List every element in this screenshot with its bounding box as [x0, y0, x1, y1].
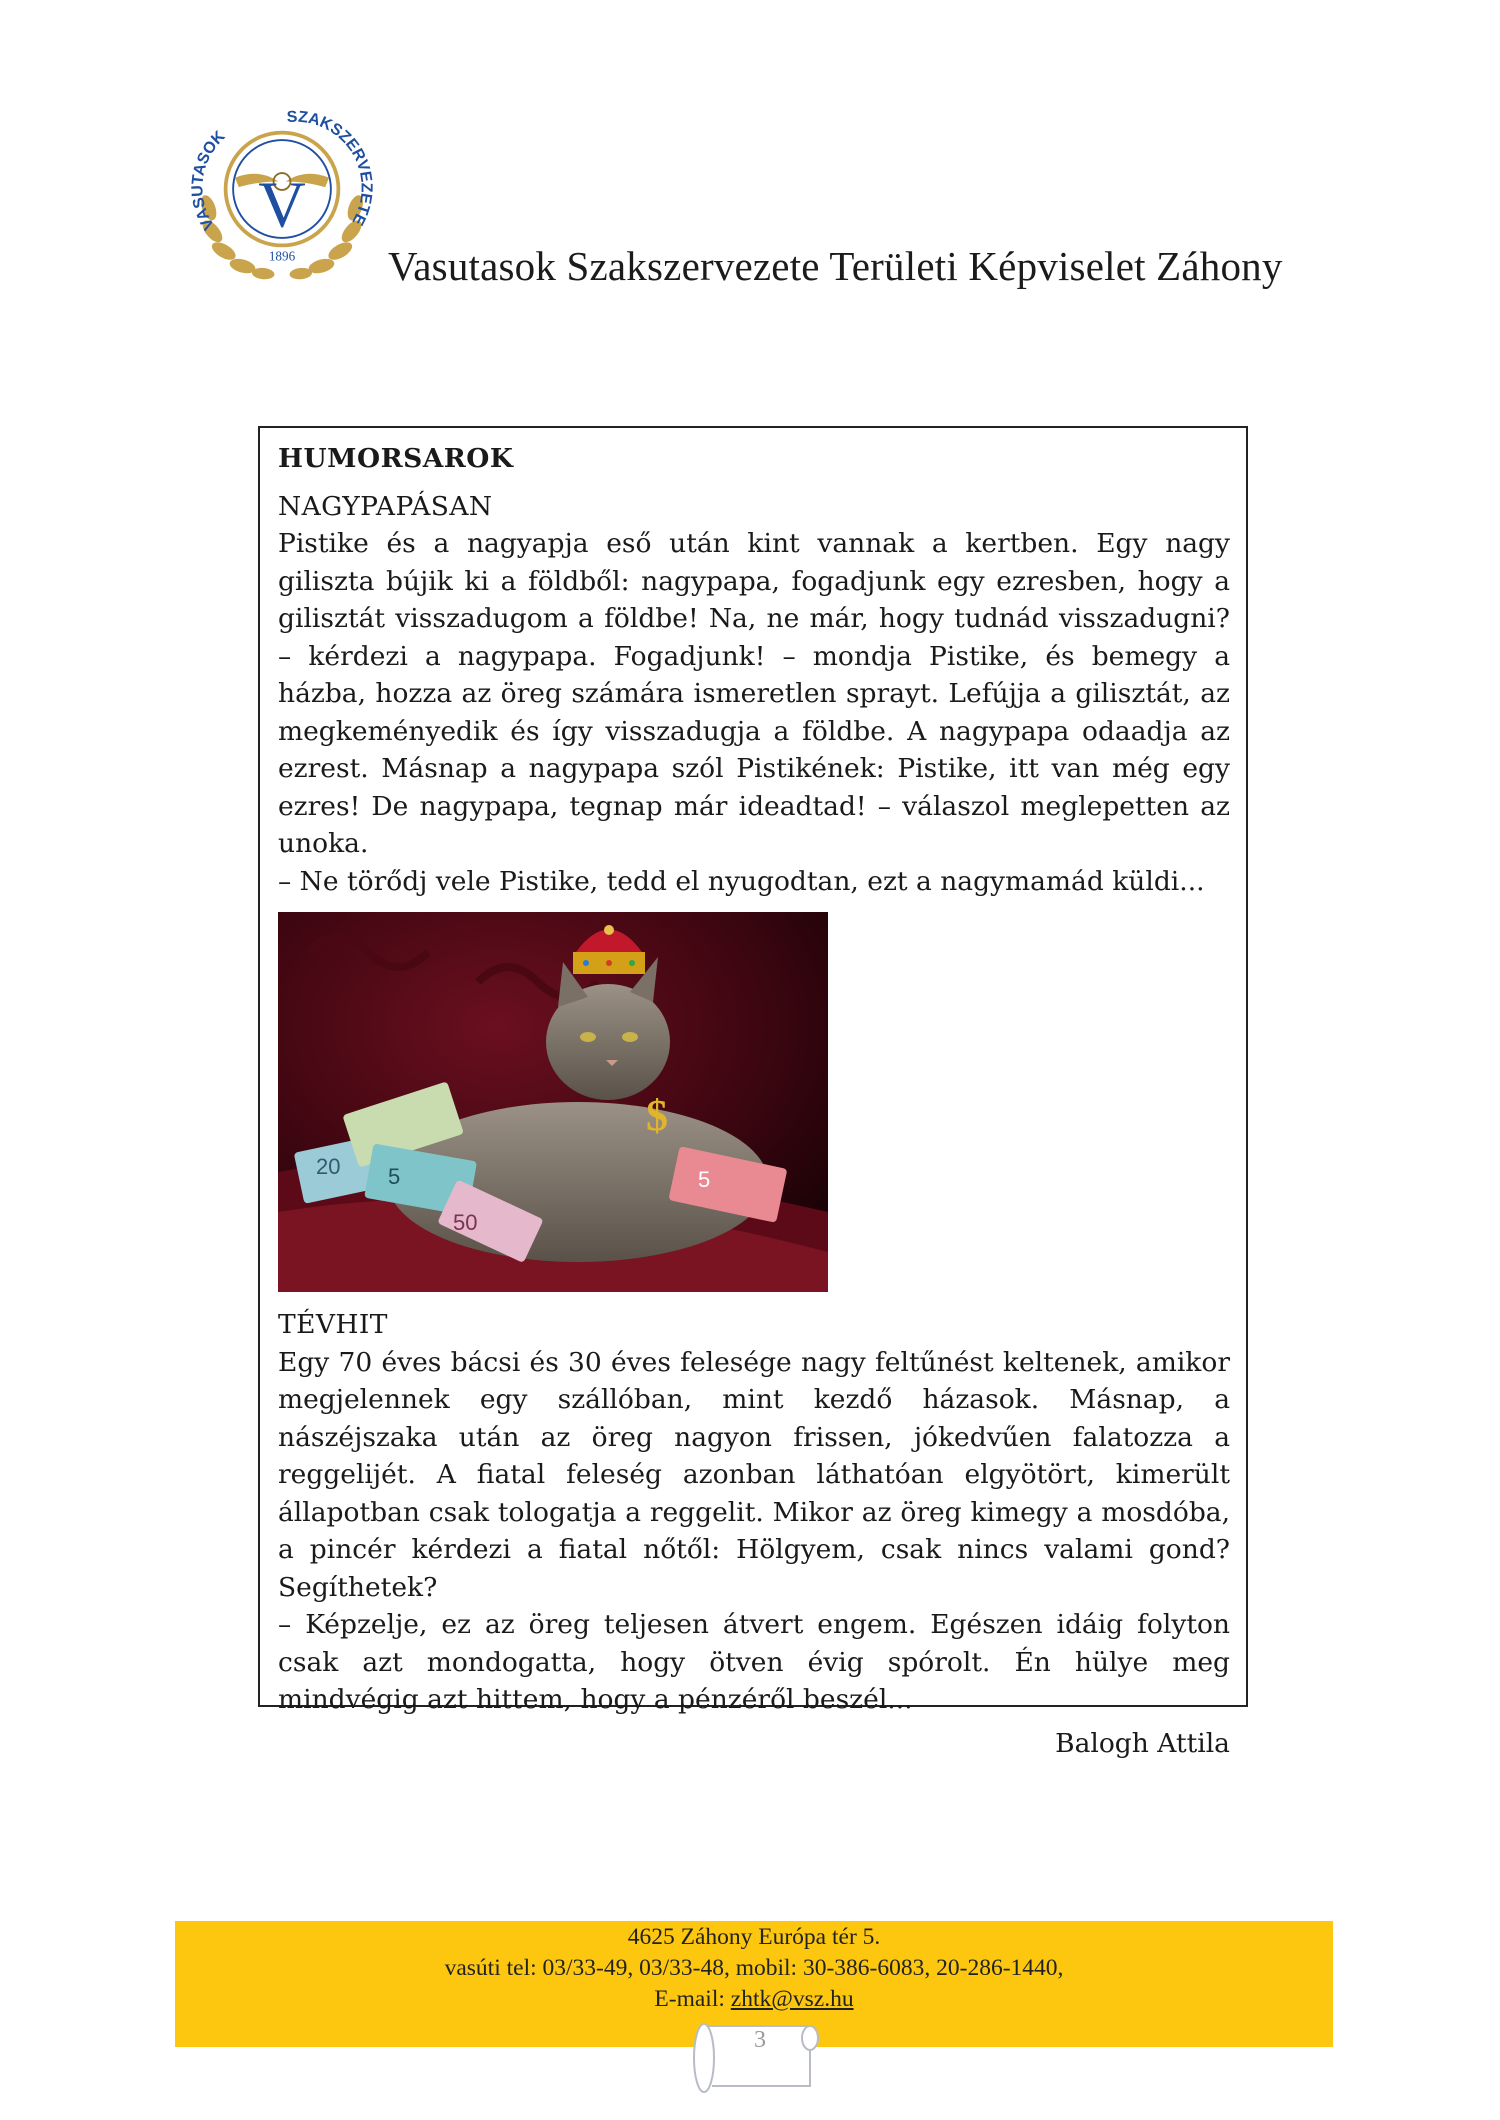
- footer-phones: vasúti tel: 03/33-49, 03/33-48, mobil: 30-386-6083, 20-286-1440,: [444, 1955, 1064, 1981]
- story-body-nagypapasan: Pistike és a nagyapja eső után kint vannak a kertben. Egy nagy giliszta bújik ki a földből: nagypapa, fogadjunk egy ezresben, hogy a gilisztát visszadugom a földbe! Na, ne már, hogy tudnád visszadugni? – kérdezi a nagypapa. Fogadjunk! – mondja Pistike, és bemegy a házba, hozza az öreg számára ismeretlen sprayt. Lefújja a gilisztát, az megkeményedik és így visszadugja a földbe. A nagypapa odaadja az ezrest. Másnap a nagypapa szól Pistikének: Pistike, itt van még egy ezres! De nagypapa, tegnap már ideadtad! – válaszol meglepetten az unoka.: [278, 528, 1230, 859]
- banknote-label: 5: [698, 1167, 711, 1192]
- story-punchline-tevhit: – Képzelje, ez az öreg teljesen átvert engem. Egészen idáig folyton csak azt mondogatta, hogy ötven évig spórolt. Én hülye meg mindvégig azt hittem, hogy a pénzéről beszél...: [278, 1609, 1230, 1715]
- article-content: [278, 440, 1230, 1762]
- footer-contact: [175, 1922, 1333, 2015]
- dollar-pendant: $: [646, 1091, 668, 1140]
- story-body-tevhit: Egy 70 éves bácsi és 30 éves felesége nagy feltűnést keltenek, amikor megjelennek egy szállóban, mint kezdő házasok. Másnap, a nászéjszaka után az öreg nagyon frissen, jókedvűen falatozza a reggelijét. A fiatal feleség azonban láthatóan elgyötört, kimerült állapotban csak tologatja a reggelit. Mikor az öreg kimegy a mosdóba, a pincér kérdezi a fiatal nőtől: Hölgyem, csak nincs valami gond? Segíthetek?: [278, 1346, 1230, 1603]
- footer-address: 4625 Záhony Európa tér 5.: [627, 1924, 881, 1950]
- section-heading: HUMORSAROK: [278, 443, 514, 474]
- logo-text-right: SZAKSZERVEZETE: [286, 108, 375, 228]
- union-logo: [188, 95, 376, 283]
- logo-year: 1896: [268, 248, 296, 264]
- logo-text-left: VASUTASOK: [189, 127, 229, 233]
- banknote-label: 5: [388, 1164, 401, 1189]
- cat-with-crown-photo: [278, 912, 828, 1292]
- story-punchline-nagypapasan: – Ne törődj vele Pistike, tedd el nyugodtan, ezt a nagymamád küldi...: [278, 865, 1205, 897]
- banknote-label: 20: [316, 1154, 341, 1179]
- organization-title: Vasutasok Szakszervezete Területi Képviselet Záhony: [388, 243, 1283, 289]
- footer-email-link[interactable]: zhtk@vsz.hu: [730, 1986, 854, 2012]
- author-name: Balogh Attila: [1055, 1727, 1230, 1759]
- footer-email-label: E-mail:: [654, 1986, 731, 2012]
- page-number: 3: [754, 2027, 766, 2053]
- story-title-nagypapasan: NAGYPAPÁSAN: [278, 490, 493, 522]
- story-title-tevhit: TÉVHIT: [278, 1309, 388, 1340]
- svg-text:VASUTASOK: [189, 128, 229, 233]
- logo-letter: V: [258, 168, 306, 242]
- footer-email-line: [175, 1984, 1333, 2015]
- banknote-label: 50: [453, 1210, 478, 1235]
